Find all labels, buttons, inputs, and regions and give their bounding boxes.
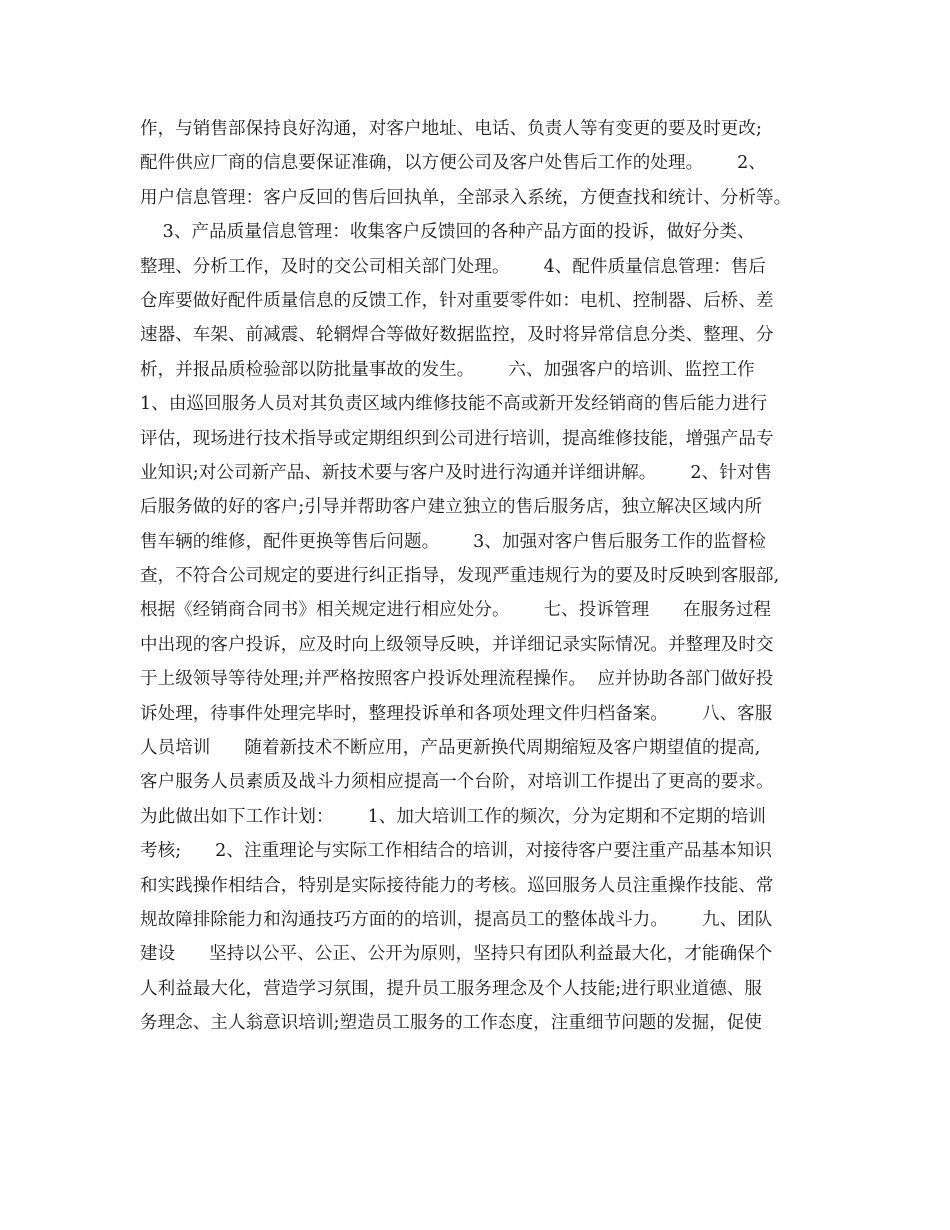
text-line-11: 业知识;对公司新产品、新技术要与客户及时进行沟通并详细讲解。 2、针对售: [140, 462, 773, 483]
text-line-2: 配件供应厂商的信息要保证准确，以方便公司及客户处售后工作的处理。 2、: [140, 153, 767, 174]
text-line-19: 人员培训 随着新技术不断应用，产品更新换代周期缩短及客户期望值的提高,: [140, 738, 761, 759]
text-line-15: 根据《经销商合同书》相关规定进行相应处分。 七、投诉管理 在服务过程: [140, 600, 772, 621]
text-line-17: 于上级领导等待处理;并严格按照客户投诉处理流程操作。 应并协助各部门做好投: [140, 669, 774, 690]
text-line-10: 评估，现场进行技术指导或定期组织到公司进行培训，提高维修技能，增强产品专: [140, 428, 774, 449]
text-line-9: 1、由巡回服务人员对其负责区域内维修技能不高或新开发经销商的售后能力进行: [140, 394, 768, 415]
text-line-21: 为此做出如下工作计划： 1、加大培训工作的频次，分为定期和不定期的培训: [140, 806, 767, 827]
text-line-26: 人利益最大化，营造学习氛围，提升员工服务理念及个人技能;进行职业道德、服: [140, 978, 762, 999]
text-line-22: 考核; 2、注重理论与实际工作相结合的培训，对接待客户要注重产品基本知识: [140, 841, 773, 862]
text-line-5: 整理、分析工作，及时的交公司相关部门处理。 4、配件质量信息管理：售后: [140, 256, 767, 277]
text-line-18: 诉处理，待事件处理完毕时，整理投诉单和各项处理文件归档备案。 八、客服: [140, 703, 773, 724]
text-line-16: 中出现的客户投诉，应及时向上级领导反映，并详细记录实际情况。并整理及时交: [140, 634, 774, 655]
text-line-8: 析，并报品质检验部以防批量事故的发生。 六、加强客户的培训、监控工作: [140, 359, 755, 380]
text-line-7: 速器、车架、前减震、轮辋焊合等做好数据监控，及时将异常信息分类、整理、分: [140, 325, 774, 346]
text-line-27: 务理念、主人翁意识培训;塑造员工服务的工作态度，注重细节问题的发掘，促使: [140, 1013, 762, 1034]
text-line-20: 客户服务人员素质及战斗力须相应提高一个台阶，对培训工作提出了更高的要求。: [140, 772, 774, 793]
text-line-6: 仓库要做好配件质量信息的反馈工作，针对重要零件如：电机、控制器、后桥、差: [140, 290, 774, 311]
text-line-25: 建设 坚持以公平、公正、公开为原则，坚持只有团队利益最大化，才能确保个: [140, 944, 773, 965]
document-text-body: [140, 112, 830, 1041]
text-line-23: 和实践操作相结合，特别是实际接待能力的考核。巡回服务人员注重操作技能、常: [140, 875, 774, 896]
text-line-24: 规故障排除能力和沟通技巧方面的的培训，提高员工的整体战斗力。 九、团队: [140, 909, 773, 930]
text-line-13: 售车辆的维修，配件更换等售后问题。 3、加强对客户售后服务工作的监督检: [140, 531, 767, 552]
text-line-14: 查，不符合公司规定的要进行纠正指导，发现严重违规行为的要及时反映到客服部,: [140, 566, 780, 587]
text-line-12: 后服务做的好的客户;引导并帮助客户建立独立的售后服务店，独立解决区域内所: [140, 497, 762, 518]
text-line-1: 作，与销售部保持良好沟通，对客户地址、电话、负责人等有变更的要及时更改;: [140, 119, 762, 139]
text-line-3: 用户信息管理：客户反回的售后回执单，全部录入系统，方便查找和统计、分析等。: [140, 187, 792, 208]
text-line-4: 3、产品质量信息管理：收集客户反馈回的各种产品方面的投诉，做好分类、: [140, 222, 755, 243]
